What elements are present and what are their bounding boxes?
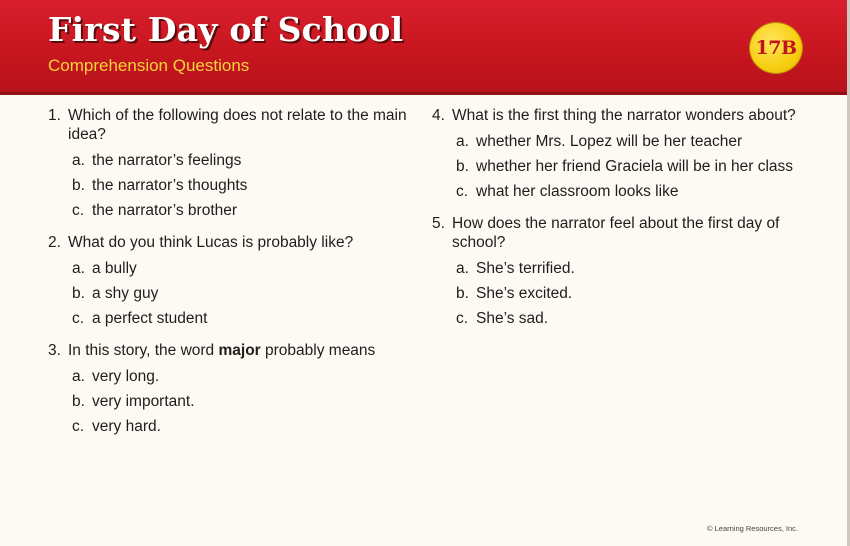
option-letter: a.: [72, 152, 85, 169]
answer-option: [456, 132, 812, 151]
option-letter: c.: [72, 418, 85, 435]
answer-option: [72, 201, 420, 220]
option-letter: a.: [72, 260, 85, 277]
question-text: What do you think Lucas is probably like?: [68, 234, 354, 251]
option-text: very important.: [92, 393, 195, 410]
question-2: [48, 233, 420, 328]
option-letter: c.: [456, 183, 469, 200]
option-letter: b.: [72, 393, 85, 410]
question-number: 5.: [432, 215, 445, 232]
vocabulary-keyword: major: [218, 342, 261, 359]
answer-options: [432, 132, 812, 201]
answer-options: [432, 259, 812, 328]
card-number-badge: [750, 23, 802, 73]
copyright-notice: © Learning Resources, Inc.: [707, 524, 798, 533]
answer-option: [456, 182, 812, 201]
option-text: a shy guy: [92, 285, 159, 302]
question-number: 2.: [48, 234, 61, 251]
card-subtitle: Comprehension Questions: [48, 56, 250, 75]
option-text: a bully: [92, 260, 137, 277]
card-title: First Day of School: [48, 10, 404, 49]
question-text: What is the first thing the narrator wonders about?: [452, 107, 796, 124]
option-text: She’s sad.: [476, 310, 549, 327]
answer-option: [72, 151, 420, 170]
card-header: [0, 0, 850, 95]
option-letter: c.: [456, 310, 469, 327]
question-number: 1.: [48, 107, 61, 124]
answer-option: [456, 259, 812, 278]
answer-option: [72, 417, 420, 436]
question-number: 4.: [432, 107, 445, 124]
option-letter: b.: [72, 285, 85, 302]
question-number: 3.: [48, 342, 61, 359]
question-3: [48, 341, 420, 436]
option-letter: b.: [456, 285, 469, 302]
card-number-label: 17B: [755, 37, 797, 59]
option-letter: c.: [72, 310, 85, 327]
question-1: [48, 106, 420, 220]
option-letter: a.: [456, 260, 469, 277]
option-text: whether her friend Graciela will be in her class: [476, 158, 794, 175]
option-text: the narrator’s thoughts: [92, 177, 248, 194]
answer-option: [456, 309, 812, 328]
answer-option: [72, 259, 420, 278]
option-text: the narrator’s brother: [92, 202, 238, 219]
question-text: Which of the following does not relate to the main idea?: [68, 107, 407, 143]
option-letter: a.: [72, 368, 85, 385]
question-text: How does the narrator feel about the first day of school?: [452, 215, 780, 251]
answer-option: [72, 284, 420, 303]
option-text: very long.: [92, 368, 160, 385]
option-letter: a.: [456, 133, 469, 150]
option-text: what her classroom looks like: [476, 183, 679, 200]
question-5: [432, 214, 812, 328]
answer-option: [456, 284, 812, 303]
option-letter: b.: [456, 158, 469, 175]
right-question-column: [432, 106, 812, 341]
left-question-column: [48, 106, 420, 449]
option-text: a perfect student: [92, 310, 208, 327]
answer-options: [48, 367, 420, 436]
answer-options: [48, 259, 420, 328]
option-text: the narrator’s feelings: [92, 152, 242, 169]
option-text: She’s terrified.: [476, 260, 575, 277]
option-letter: b.: [72, 177, 85, 194]
question-4: [432, 106, 812, 201]
answer-options: [48, 151, 420, 220]
answer-option: [72, 309, 420, 328]
question-text-end: probably means: [265, 342, 376, 359]
option-text: very hard.: [92, 418, 161, 435]
answer-option: [72, 367, 420, 386]
option-text: whether Mrs. Lopez will be her teacher: [476, 133, 743, 150]
answer-option: [72, 176, 420, 195]
answer-option: [72, 392, 420, 411]
option-text: She’s excited.: [476, 285, 573, 302]
answer-option: [456, 157, 812, 176]
option-letter: c.: [72, 202, 85, 219]
question-text-start: In this story, the word: [68, 342, 215, 359]
